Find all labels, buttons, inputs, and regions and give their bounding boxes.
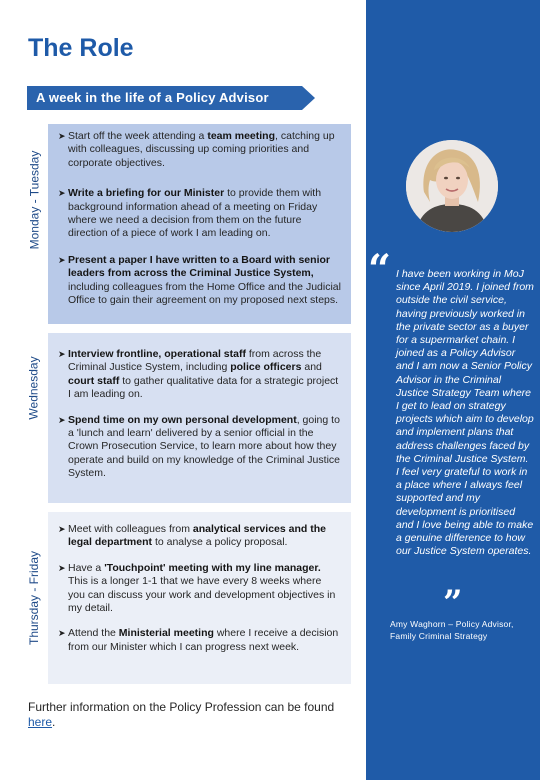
list-item: ➤ Present a paper I have written to a Board with senior leaders from across the Criminal Justice System, including colleagues from the Home Office and the Judicial Office to gain their agreement on my proposed next steps. bbox=[58, 253, 341, 307]
page-title: The Role bbox=[28, 34, 134, 62]
banner-arrow-icon bbox=[302, 86, 315, 110]
policy-profession-link[interactable]: here bbox=[28, 715, 53, 729]
list-item: ➤ Write a briefing for our Minister to provide them with background information ahead of a meeting on Friday where we need a decision from them on the future direction of a piece of work I am leading on. bbox=[58, 187, 322, 240]
day-label-monday-tuesday: Monday - Tuesday bbox=[27, 150, 41, 250]
list-item: ➤ Have a 'Touchpoint' meeting with my line manager. This is a longer 1-1 that we have every 8 weeks where you can discuss your work and development objectives in my detail. bbox=[58, 561, 336, 615]
list-item: ➤ Spend time on my own personal development, going to a 'lunch and learn' delivered by a senior official in the Crown Prosecution Service, to learn more about how they operate and build on my knowledge of the Criminal Justice System. bbox=[58, 413, 340, 480]
section-thursday-friday bbox=[48, 512, 351, 684]
day-label-thursday-friday: Thursday - Friday bbox=[27, 550, 41, 646]
arrow-bullet-icon: ➤ bbox=[58, 131, 66, 141]
arrow-bullet-icon: ➤ bbox=[58, 414, 66, 425]
footer-note: Further information on the Policy Profession can be found here. bbox=[28, 700, 335, 729]
arrow-bullet-icon: ➤ bbox=[58, 254, 66, 265]
arrow-bullet-icon: ➤ bbox=[58, 628, 66, 639]
list-item: ➤ Interview frontline, operational staff from across the Criminal Justice System, including police officers and court staff to gather qualitative data for a strategic project I am leading on. bbox=[58, 348, 339, 401]
open-quote-icon: “ bbox=[368, 246, 392, 293]
section-monday-tuesday bbox=[48, 124, 351, 324]
list-item: ➤ Meet with colleagues from analytical services and the legal department to analyse a policy proposal. bbox=[58, 523, 326, 549]
arrow-bullet-icon: ➤ bbox=[58, 188, 66, 199]
profile-photo bbox=[406, 140, 498, 232]
arrow-bullet-icon: ➤ bbox=[58, 349, 66, 359]
testimonial-text: I have been working in MoJ since April 2019. I joined from outside the civil service, having previously worked in the private sector as a buyer for a supermarket chain. I joined as a Policy Advisor and I am now a Senior Policy Advisor in the Criminal Justice Strategy Team where I get to lead on strategy projects which aim to develop and implement plans that address challenges faced by the Criminal Justice System. I feel very grateful to work in a place where I always feel supported and my development is prioritised and I love being able to make a genuine difference to how our Justice System operates. bbox=[396, 268, 534, 558]
section-wednesday bbox=[48, 333, 351, 503]
testimonial-attribution: Amy Waghorn – Policy Advisor, Family Criminal Strategy bbox=[390, 619, 514, 641]
arrow-bullet-icon: ➤ bbox=[58, 524, 66, 534]
list-item: ➤ Start off the week attending a team meeting, catching up with colleagues, discussing up coming priorities and corporate objectives. bbox=[58, 130, 335, 169]
arrow-bullet-icon: ➤ bbox=[58, 562, 66, 573]
close-quote-icon: ” bbox=[443, 583, 463, 623]
subtitle-banner: A week in the life of a Policy Advisor bbox=[27, 86, 302, 110]
list-item: ➤ Attend the Ministerial meeting where I receive a decision from our Minister which I can progress next week. bbox=[58, 627, 339, 653]
day-label-wednesday: Wednesday bbox=[27, 356, 41, 420]
